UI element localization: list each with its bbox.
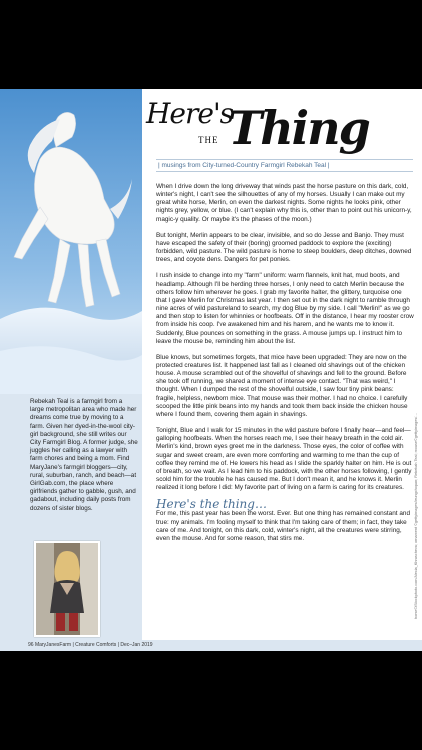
paragraph: But tonight, Merlin appears to be clear, invisible, and so do Jesse and Banjo. They must have escaped the safety of their (boring) groomed paddock to explore the (exciting) forbidden, wild pasture. The wild pasture is home to steep boulders, deep ditches, downed trees, and coyote dens. Dangers for pet ponies. xyxy=(156,231,412,264)
photo-credit xyxy=(414,412,422,619)
paragraph: For me, this past year has been the worst. Ever. But one thing has remained constant and true: my animals. I'm fooling myself to think that I'm taking care of them; in fact, they take care of me. And tonight, on this dark, cold, winter's night, all the creatures were stirring, even the mouse. And for some reason, that stirs me. xyxy=(156,510,410,542)
white-horse-photo xyxy=(0,89,142,394)
title-thing: Thing xyxy=(228,101,369,155)
paragraph: Tonight, Blue and I walk for 15 minutes in the wild pasture before I finally hear—and feel—galloping hoofbeats. When the horses reach me, I see their heavy breath in the cold air. Merlin's kind, brown eyes greet me in the darkness. Those eyes, the color of coffee with sugar and sweet cream, are even more comforting and warming to me than the cup of coffee they remind me of. He lowers his head as I slide the sparkly halter on him. He is out of breath, so we wait. As I lead him to his paddock, with the other horses following, I gently scold him for the trouble he has caused me. But I don't mean it, and he knows it. Merlin realized it long before I did: My favorite part of living on a farm is caring for its creatures. xyxy=(156,427,412,492)
magazine-page xyxy=(0,89,422,651)
photo-credit-text: horse©iStockphoto.com/Alexia_Khruscheva; ornament ©gettyimages/leungchopan; Rebekah Teal; mouse©gettyimages/… xyxy=(414,412,418,619)
white-horse-illustration xyxy=(0,89,142,394)
title-heres: Here's xyxy=(146,97,234,130)
paragraph: When I drive down the long driveway that winds past the horse pasture on this dark, cold, winter's night, I can't see the silhouettes of any of my horses. Usually I can make out my great white horse, Merlin, on even the darkest nights. Some nights he looks pink, other nights grey, yellow, or blue. (I can't explain why this is, other than to point out his unicorn-y, magic-y quality. Or maybe it's the phases of the moon.) xyxy=(156,183,412,223)
paragraph: I rush inside to change into my "farm" uniform: warm flannels, knit hat, mud boots, and headlamp. Although I'll be herding three horses, I only need to catch Merlin because the others follow him wherever he goes. I grab my favorite halter, the glittery, turquoise one that I gave Merlin for Christmas last year. I then set out in the dark night to ramble through nine acres of wild pastureland to search, my dog Blue by my side. I call "Merlin!" as we go and then stop to listen for whinnies or hoofbeats. Off in the distance, I hear my rooster crow from inside his coop. I've awakened him and his harem, and he wants me to know it. Suddenly, Blue pounces on something in the grass. A mouse jumps up. I instruct him to leave the mouse be, reminding him about the list. xyxy=(156,272,414,345)
page-footer xyxy=(0,640,422,651)
sidebar xyxy=(0,89,142,651)
author-portrait xyxy=(34,541,100,637)
author-photo-illustration xyxy=(36,543,98,635)
footer-text: 96 MaryJanesFarm | Creature Comforts | Dec–Jan 2019 xyxy=(28,642,153,648)
article xyxy=(142,89,422,651)
author-bio: Rebekah Teal is a farmgirl from a large metropolitan area who made her dreams come true by moving to a farm. Given her dyed-in-the-wool city-girl background, she still writes our City Farmgirl Blog. A former judge, she juggles her calling as a lawyer with farm chores and being a mom. Find MaryJane's farmgirl bloggers—city, rural, suburban, ranch, and beach—at GirlGab.com, the place where girlfriends gather to gabble, gush, and gadabout, including daily posts from dozens of sister blogs. xyxy=(30,398,138,512)
article-body xyxy=(156,183,414,551)
paragraph: Blue knows, but sometimes forgets, that mice have been upgraded: They are now on the protected creatures list. It happened last fall as I cleaned old shavings out of the chicken house. A mouse scrambled out of the shovelful of shavings and fell to the ground. Before she took off running, we shared a moment of intense eye contact. "That was weird," I thought. When I dumped the rest of the shovelful outside, I saw four tiny pink beans: fragile, helpless, newborn mice. That mouse was their mother. I had no choice. I carefully scooped the little pink beans into my hands and took them back inside the chicken house where I found them, covering them again in shavings. xyxy=(156,353,408,418)
title-the: THE xyxy=(198,135,219,145)
section-heading: Here's the thing… xyxy=(156,497,267,512)
article-title xyxy=(142,91,422,161)
article-subtitle: | musings from City-turned-Country Farmgirl Rebekah Teal | xyxy=(156,159,413,172)
